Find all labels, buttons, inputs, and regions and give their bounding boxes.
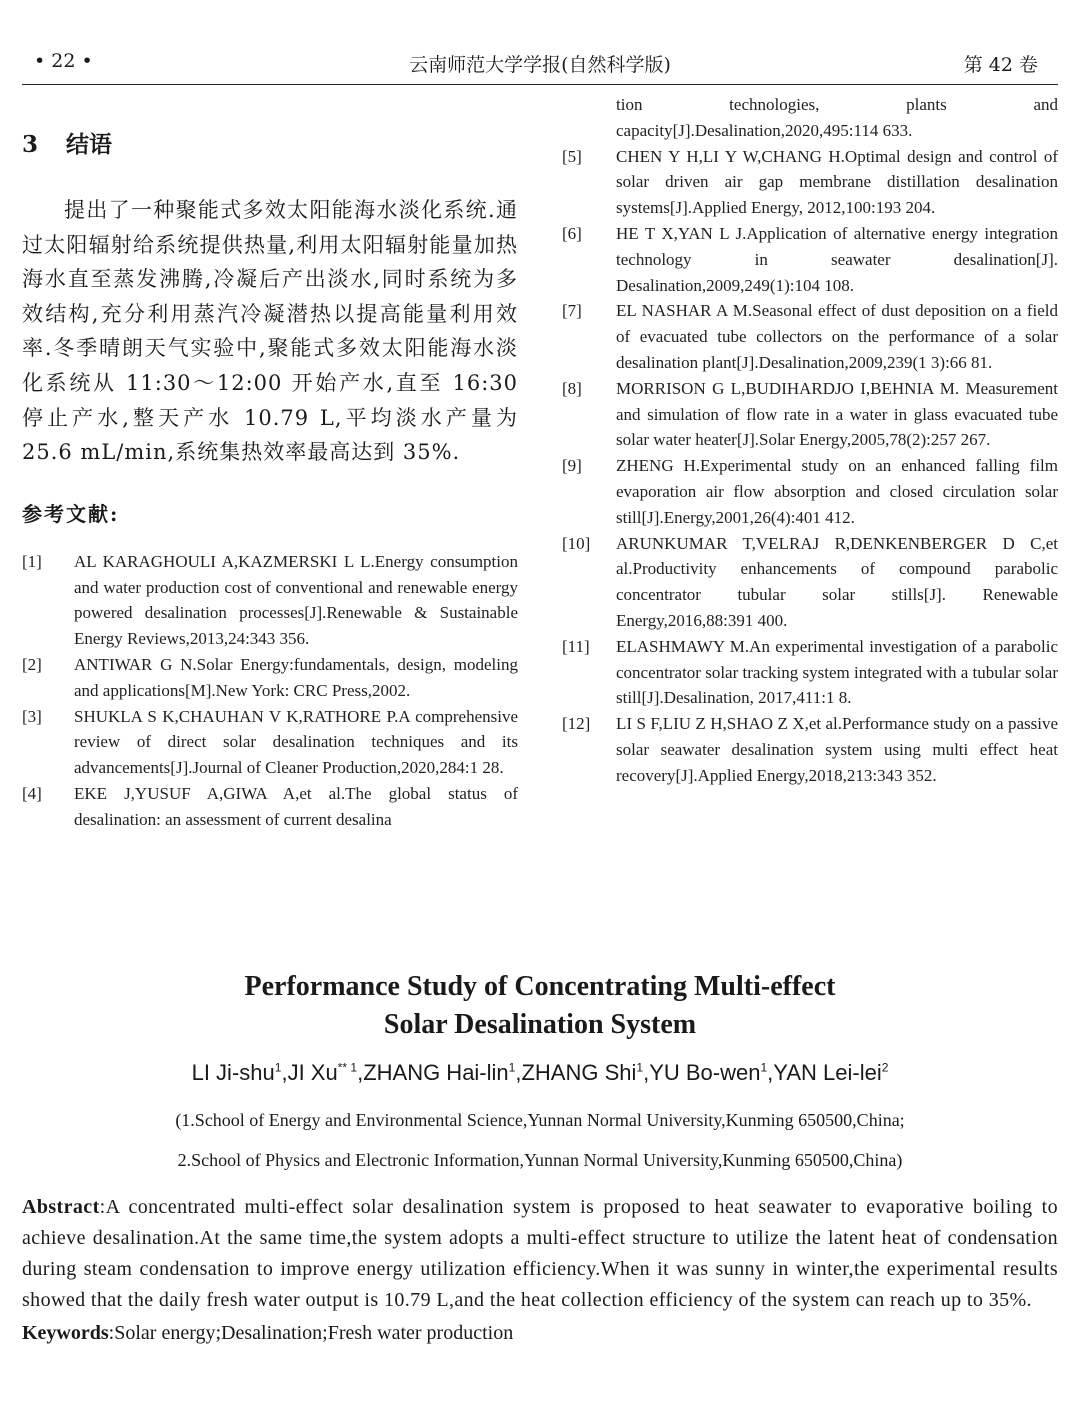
section-title: 结语 (66, 131, 113, 158)
references-heading: 参考文献: (22, 501, 120, 526)
reference-number: [9] (562, 456, 582, 476)
reference-number: [7] (562, 301, 582, 321)
abstract-label: Abstract (22, 1196, 100, 1218)
references-list-right (562, 144, 1058, 789)
english-title (22, 968, 1058, 1044)
reference-item (562, 711, 1058, 788)
reference-text: AL KARAGHOULI A,KAZMERSKI L L.Energy consumption and water production cost of conventional and renewable energy powered desalination processes[J].Renewable & Sustainable Energy Reviews,2013,24:343 356. (74, 551, 518, 649)
reference-item (562, 298, 1058, 375)
author-name: ZHANG Shi (521, 1060, 637, 1085)
reference-text: ARUNKUMAR T,VELRAJ R,DENKENBERGER D C,et al.Productivity enhancements of compound parabolic concentrator tubular solar stills[J]. Renewable Energy,2016,88:391 400. (616, 533, 1058, 630)
reference-number: [3] (22, 706, 42, 726)
author-affiliation-mark: 1 (760, 1060, 768, 1075)
running-header (22, 40, 1058, 85)
author-name: YAN Lei-lei (773, 1060, 882, 1085)
reference-text: EKE J,YUSUF A,GIWA A,et al.The global status of desalination: an assessment of current desalina (74, 783, 518, 829)
reference-item (562, 453, 1058, 530)
author-affiliation-mark: ** 1 (337, 1060, 358, 1075)
reference-item (562, 376, 1058, 453)
reference-text: HE T X,YAN L J.Application of alternative energy integration technology in seawater desalination[J]. Desalination,2009,249(1):104 108. (616, 223, 1058, 295)
reference-text: SHUKLA S K,CHAUHAN V K,RATHORE P.A comprehensive review of direct solar desalination techniques and its advancements[J].Journal of Cleaner Production,2020,284:1 28. (74, 706, 518, 778)
keywords-text: :Solar energy;Desalination;Fresh water production (108, 1322, 514, 1344)
reference-number: [10] (562, 533, 591, 553)
author-affiliation-mark: 1 (274, 1060, 282, 1075)
reference-item (22, 652, 518, 704)
english-abstract-block (22, 968, 1058, 1349)
reference-text: EL NASHAR A M.Seasonal effect of dust deposition on a field of evacuated tube collectors on the performance of a solar desalination plant[J].Desalination,2009,239(1 3):66 81. (616, 301, 1058, 372)
references-list-left (22, 549, 518, 833)
keywords (22, 1318, 1058, 1349)
conclusion-paragraph: 提出了一种聚能式多效太阳能海水淡化系统.通过太阳辐射给系统提供热量,利用太阳辐射能量加热海水直至蒸发沸腾,冷凝后产出淡水,同时系统为多效结构,充分利用蒸汽冷凝潜热以提高能量利用效率.冬季晴朗天气实验中,聚能式多效太阳能海水淡化系统从 11:30～12:00 开始产水,直至 16:30 停止产水,整天产水 10.79 L,平均淡水产量为 25.6 mL/min,系统集热效率最高达到 35%. (22, 198, 518, 465)
right-column (562, 92, 1058, 789)
reference-item (562, 531, 1058, 634)
reference-text: ELASHMAWY M.An experimental investigation of a parabolic concentrator solar tracking system integrated with a tubular solar still[J].Desalination, 2017,411:1 8. (616, 636, 1058, 708)
keywords-label: Keywords (22, 1322, 109, 1344)
reference-text: ANTIWAR G N.Solar Energy:fundamentals, design, modeling and applications[M].New York: CRC Press,2002. (74, 654, 518, 700)
author-name: JI Xu (287, 1060, 338, 1085)
author-affiliation-mark: 1 (508, 1060, 516, 1075)
reference-continuation: tion technologies, plants and capacity[J].Desalination,2020,495:114 633. (616, 95, 1058, 140)
reference-number: [8] (562, 378, 582, 398)
author-name: LI Ji-shu (191, 1060, 275, 1085)
reference-text: ZHENG H.Experimental study on an enhanced falling film evaporation air flow absorption and closed circulation solar still[J].Energy,2001,26(4):401 412. (616, 456, 1058, 527)
reference-text: CHEN Y H,LI Y W,CHANG H.Optimal design and control of solar driven air gap membrane distillation desalination systems[J].Applied Energy, 2012,100:193 204. (616, 146, 1058, 218)
reference-item (562, 144, 1058, 221)
reference-item (562, 634, 1058, 711)
author-affiliation-mark: 2 (881, 1060, 889, 1075)
section-heading (22, 126, 518, 159)
left-column (22, 118, 518, 833)
reference-item (22, 704, 518, 781)
reference-text: MORRISON G L,BUDIHARDJO I,BEHNIA M. Measurement and simulation of flow rate in a water in glass evacuated tube solar water heater[J].Solar Energy,2005,78(2):257 267. (616, 378, 1058, 450)
english-title-line2: Solar Desalination System (383, 1009, 697, 1040)
reference-text: LI S F,LIU Z H,SHAO Z X,et al.Performance study on a passive solar seawater desalination system using multi effect heat recovery[J].Applied Energy,2018,213:343 352. (616, 714, 1058, 785)
abstract (22, 1192, 1058, 1316)
journal-name: 云南师范大学学报(自然科学版) (409, 54, 671, 76)
author-list: LI Ji-shu$^1$,JI Xu$^{** 1}$,ZHANG Hai-lin$^1$,ZHANG Shi$^1$,YU Bo-wen$^1$,YAN Lei-lei$^2$ (191, 1060, 889, 1085)
reference-item (562, 221, 1058, 298)
author-affiliation-mark: 1 (636, 1060, 644, 1075)
volume-number: 第 42 卷 (963, 54, 1038, 76)
reference-number: [11] (562, 636, 590, 656)
affiliation-2: 2.School of Physics and Electronic Information,Yunnan Normal University,Kunming 650500,China) (177, 1150, 903, 1170)
reference-item (22, 549, 518, 652)
reference-number: [12] (562, 714, 591, 734)
reference-number: [2] (22, 654, 42, 674)
author-name: ZHANG Hai-lin (363, 1060, 509, 1085)
english-title-line1: Performance Study of Concentrating Multi-effect (244, 971, 836, 1002)
abstract-text: :A concentrated multi-effect solar desalination system is proposed to heat seawater to evaporative boiling to achieve desalination.At the same time,the system adopts a multi-effect structure to utilize the latent heat of condensation during steam condensation to improve energy utilization efficiency.When it was sunny in winter,the experimental results showed that the daily fresh water output is 10.79 L,and the heat collection efficiency of the system can reach up to 35%. (22, 1196, 1058, 1311)
reference-number: [6] (562, 223, 582, 243)
author-name: YU Bo-wen (649, 1060, 761, 1085)
section-number: 3 (22, 131, 39, 158)
affiliation-1: (1.School of Energy and Environmental Science,Yunnan Normal University,Kunming 650500,China; (175, 1110, 905, 1130)
reference-number: [1] (22, 551, 42, 571)
reference-number: [4] (22, 783, 42, 803)
page-number: • 22 • (34, 50, 93, 72)
reference-number: [5] (562, 146, 582, 166)
reference-item (22, 781, 518, 833)
